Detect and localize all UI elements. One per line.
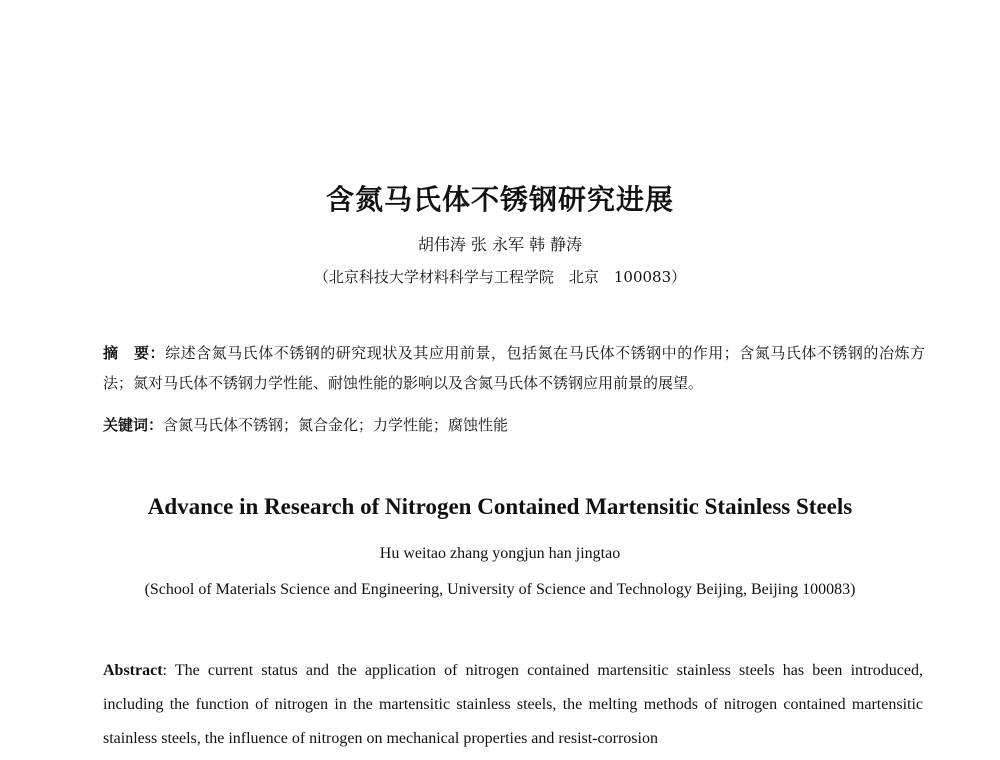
- english-authors: Hu weitao zhang yongjun han jingtao: [379, 545, 621, 562]
- chinese-abstract-text: 综述含氮马氏体不锈钢的研究现状及其应用前景，包括氮在马氏体不锈钢中的作用；含氮马氏体不锈钢的冶炼方法；氮对马氏体不锈钢力学性能、耐蚀性能的影响以及含氮马氏体不锈钢应用前景的展望。: [103, 344, 925, 392]
- english-abstract-label: Abstract: [103, 662, 163, 679]
- chinese-abstract-label: 摘 要：: [103, 344, 166, 362]
- chinese-abstract: [103, 338, 925, 398]
- english-abstract-text: : The current status and the application of nitrogen contained martensitic stainless steels has been introduced, including the function of nitrogen in the martensitic stainless steels, the melting methods of nitrogen contained martensitic stainless steels, the influence of nitrogen on mechanical properties and resist-corrosion: [103, 662, 923, 747]
- english-title: Advance in Research of Nitrogen Contained Martensitic Stainless Steels: [147, 494, 853, 519]
- chinese-title: 含氮马氏体不锈钢研究进展: [325, 183, 674, 216]
- english-abstract: [103, 654, 923, 756]
- chinese-authors: 胡伟涛 张 永军 韩 静涛: [417, 235, 583, 254]
- chinese-keywords-text: 含氮马氏体不锈钢；氮合金化；力学性能；腐蚀性能: [163, 416, 509, 434]
- english-affiliation: (School of Materials Science and Engineering, University of Science and Technology Beijing, Beijing 100083): [144, 581, 856, 598]
- chinese-keywords: [103, 410, 925, 440]
- chinese-keywords-label: 关键词：: [103, 416, 164, 434]
- chinese-affiliation: （北京科技大学材料科学与工程学院 北京 100083）: [313, 268, 687, 286]
